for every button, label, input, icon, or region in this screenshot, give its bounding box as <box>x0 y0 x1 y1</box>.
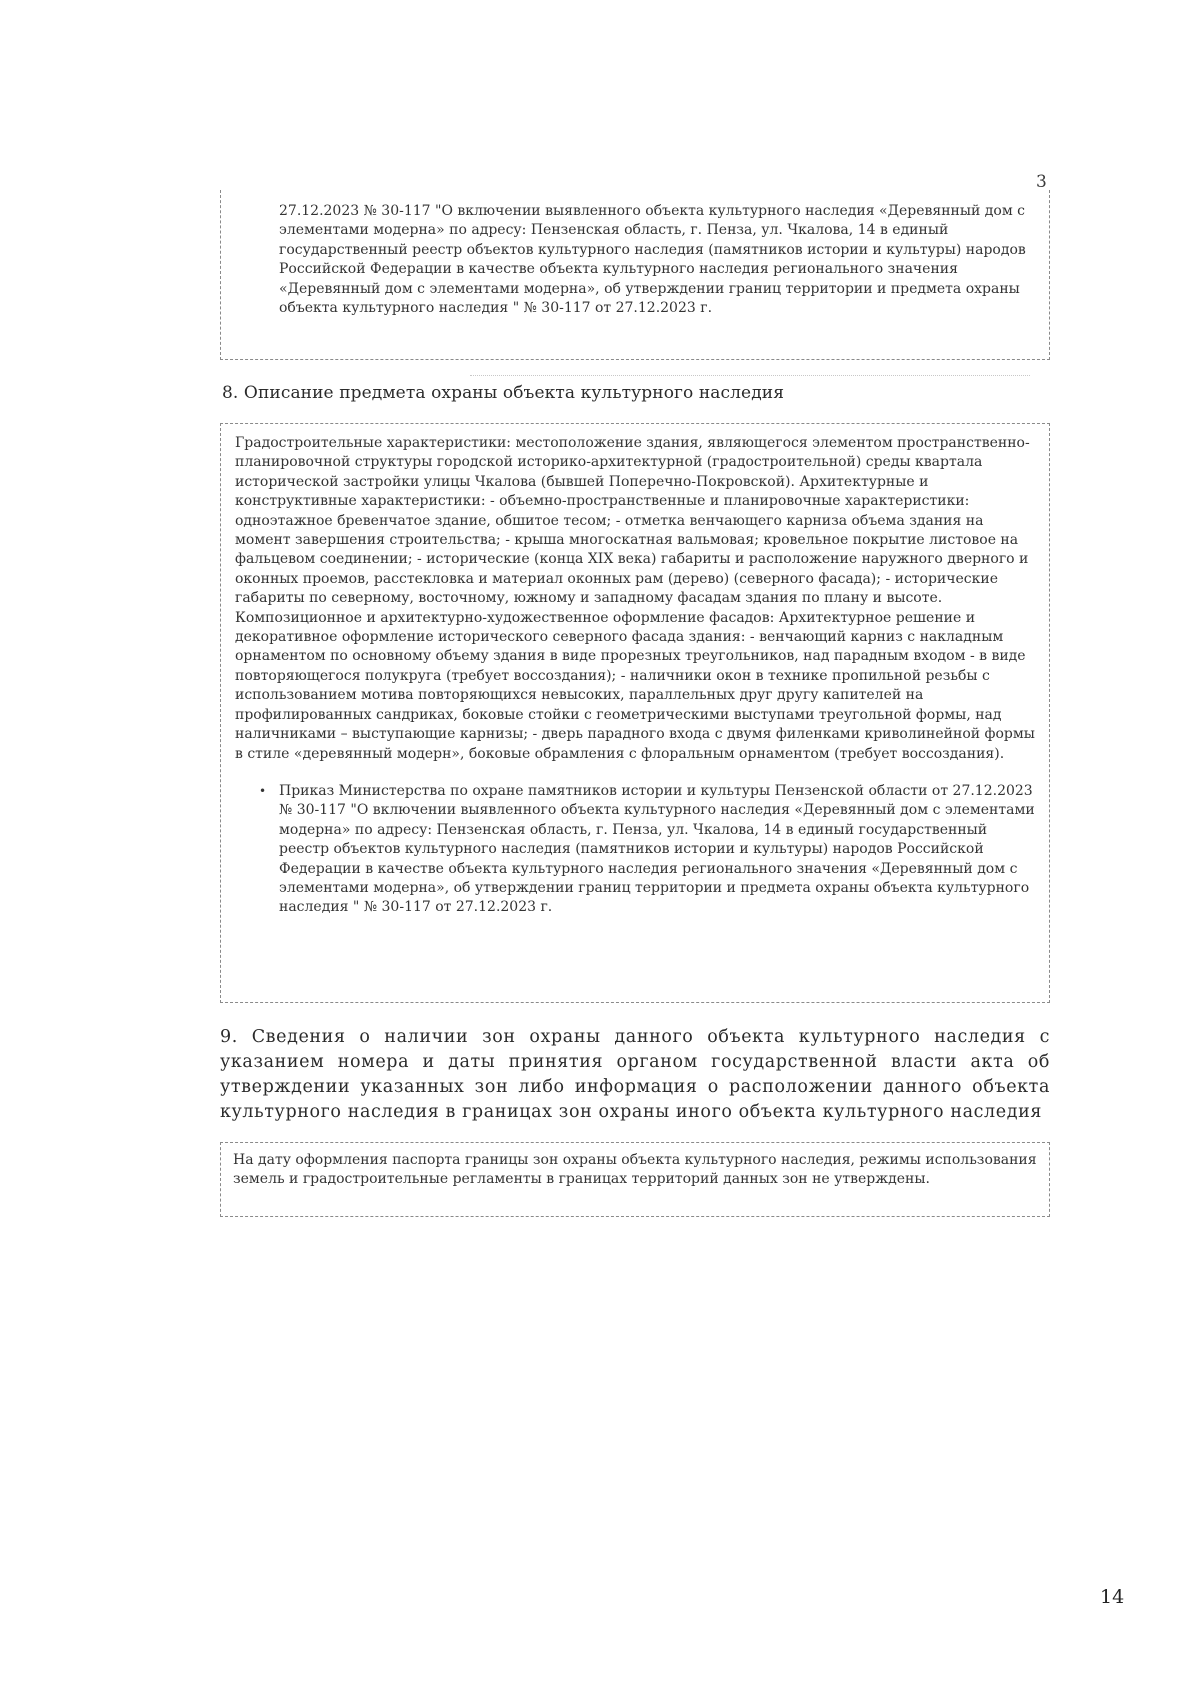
section-9-box <box>220 1142 1050 1217</box>
section-9-heading: 9. Сведения о наличии зон охраны данного объекта культурного наследия с указанием номера и даты принятия органом государственной власти акта об утверждении указанных зон либо информация о расположении данного объекта культурного наследия в границах зон охраны иного объекта культурного наследия <box>220 1027 1050 1122</box>
previous-section-box <box>220 190 1050 360</box>
protection-subject-description: Градостроительные характеристики: местоположение здания, являющегося элементом пространственно-планировочной структуры городской историко-архитектурной (градостроительной) среды квартала исторической застройки улицы Чкалова (бывшей Поперечно-Покровской). Архитектурные и конструктивные характеристики: - объемно-пространственные и планировочные характеристики: одноэтажное бревенчатое здание, обшитое тесом; - отметка венчающего карниза объема здания на момент завершения строительства; - крыша многоскатная вальмовая; кровельное покрытие листовое на фальцевом соединении; - исторические (конца XIX века) габариты и расположение наружного дверного и оконных проемов, расстекловка и материал оконных рам (дерево) (северного фасада); - исторические габариты по северному, восточному, южному и западному фасадам здания по плану и высоте. Композиционное и архитектурно-художественное оформление фасадов: Архитектурное решение и декоративное оформление исторического северного фасада здания: - венчающий карниз с накладным орнаментом по основному объему здания в виде прорезных треугольников, над парадным входом - в виде повторяющегося полукруга (требует воссоздания); - наличники окон в технике пропильной резьбы с использованием мотива повторяющихся невысоких, параллельных друг другу капителей на профилированных сандриках, боковые стойки с геометрическими выступами треугольной формы, над наличниками – выступающие карнизы; - дверь парадного входа с двумя филенками криволинейной формы в стиле «деревянный модерн», боковые обрамления с флоральным орнаментом (требует воссоздания). <box>235 435 1035 762</box>
section-8-box <box>220 423 1050 1003</box>
section-8-heading: 8. Описание предмета охраны объекта культурного наследия <box>222 383 785 403</box>
page-number: 14 <box>1100 1586 1125 1608</box>
order-reference-text: 27.12.2023 № 30-117 "О включении выявленного объекта культурного наследия «Деревянный дом с элементами модерна» по адресу: Пензенская область, г. Пенза, ул. Чкалова, 14 в единый государственный реестр объектов культурного наследия (памятников истории и культуры) народов Российской Федерации в качестве объекта культурного наследия регионального значения «Деревянный дом с элементами модерна», об утверждении границ территории и предмета охраны объекта культурного наследия " № 30-117 от 27.12.2023 г. <box>279 203 1026 317</box>
scan-artifact-line <box>470 375 1030 376</box>
bullet-icon: • <box>259 783 267 798</box>
source-order-text: Приказ Министерства по охране памятников истории и культуры Пензенской области от 27.12.2023 № 30-117 "О включении выявленного объекта культурного наследия «Деревянный дом с элементами модерна» по адресу: Пензенская область, г. Пенза, ул. Чкалова, 14 в единый государственный реестр объектов культурного наследия (памятников истории и культуры) народов Российской Федерации в качестве объекта культурного наследия регионального значения «Деревянный дом с элементами модерна», об утверждении границ территории и предмета охраны объекта культурного наследия " № 30-117 от 27.12.2023 г. <box>279 782 1035 916</box>
source-list-item <box>235 782 1035 918</box>
inner-page-number: 3 <box>1036 172 1047 192</box>
protection-zones-text: На дату оформления паспорта границы зон охраны объекта культурного наследия, режимы использования земель и градостроительные регламенты в границах территорий данных зон не утверждены. <box>233 1152 1037 1188</box>
